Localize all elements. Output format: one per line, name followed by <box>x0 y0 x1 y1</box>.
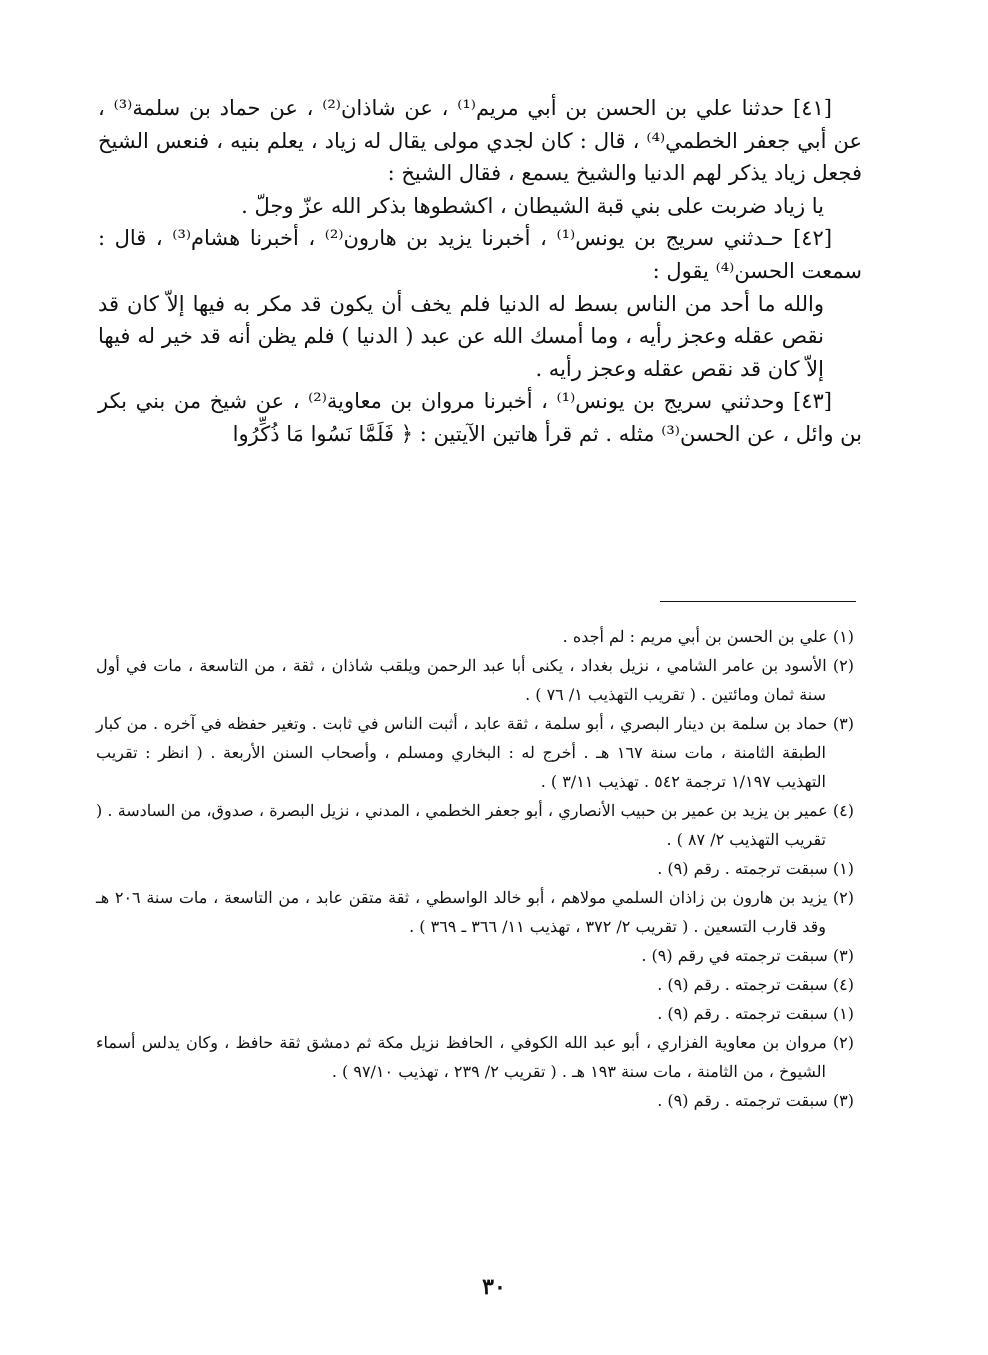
footnote-divider <box>660 601 856 602</box>
footnote: (١) سبقت ترجمته . رقم (٩) . <box>657 1004 854 1023</box>
paragraph-hadith-41: [٤١] حدثنا علي بن الحسن بن أبي مريم⁽¹⁾ ، عن شاذان⁽²⁾ ، عن حماد بن سلمة⁽³⁾ ، عن أبي جعفر الخطمي⁽⁴⁾ ، قال : كان لجدي مولى يقال له زياد ، يعلم بنيه ، فنعس الشيخ فجعل زياد يذكر لهم الدنيا والشيخ يسمع ، فقال الشيخ : <box>98 96 862 186</box>
footnote: (٢) يزيد بن هارون بن زاذان السلمي مولاهم ، أبو خالد الواسطي ، ثقة متقن عابد ، من التاسعة ، مات سنة ٢٠٦ هـ وقد قارب التسعين . ( تقريب ٢/ ٣٧٢ ، تهذيب ١١/ ٣٦٦ ـ ٣٦٩ ) . <box>96 888 854 936</box>
paragraph-quote-42: والله ما أحد من الناس بسط له الدنيا فلم يخف أن يكون قد مكر به فيها إلاّ كان قد نقص عقله وعجز رأيه ، وما أمسك الله عن عبد ( الدنيا ) فلم يظن أنه قد خير له فيها إلاّ كان قد نقص عقله وعجز رأيه . <box>98 291 824 381</box>
main-text <box>98 92 862 451</box>
footnote: (١) علي بن الحسن بن أبي مريم : لم أجده . <box>562 627 854 646</box>
footnote: (٤) سبقت ترجمته . رقم (٩) . <box>657 975 854 994</box>
footnote: (٣) حماد بن سلمة بن دينار البصري ، أبو سلمة ، ثقة عابد ، أثبت الناس في ثابت . وتغير حفظه في آخره . من كبار الطبقة الثامنة ، مات سنة ١٦٧ هـ . أخرج له : البخاري ومسلم ، وأصحاب السنن الأربعة . ( انظر : تقريب التهذيب ١/١٩٧ ترجمة ٥٤٢ . تهذيب ٣/١١ ) . <box>96 714 854 791</box>
footnotes <box>96 622 854 1115</box>
paragraph-hadith-43: [٤٣] وحدثني سريج بن يونس⁽¹⁾ ، أخبرنا مروان بن معاوية⁽²⁾ ، عن شيخ من بني بكر بن وائل ، عن الحسن⁽³⁾ مثله . ثم قرأ هاتين الآيتين : ﴿ فَلَمَّا نَسُوا مَا ذُكِّرُوا <box>98 389 862 446</box>
paragraph-quote-41: يا زياد ضربت على بني قبة الشيطان ، اكشطوها بذكر الله عزّ وجلّ . <box>241 193 824 218</box>
footnote: (٣) سبقت ترجمته . رقم (٩) . <box>657 1091 854 1110</box>
paragraph-hadith-42: [٤٢] حـدثني سريج بن يونس⁽¹⁾ ، أخبرنا يزيد بن هارون⁽²⁾ ، أخبرنا هشام⁽³⁾ ، قال : سمعت الحسن⁽⁴⁾ يقول : <box>98 226 862 283</box>
footnote: (٢) الأسود بن عامر الشامي ، نزيل بغداد ، يكنى أبا عبد الرحمن ويلقب شاذان ، ثقة ، من التاسعة ، مات في أول سنة ثمان ومائتين . ( تقريب التهذيب ١/ ٧٦ ) . <box>96 656 855 704</box>
page-number: ٣٠ <box>482 1274 506 1300</box>
footnote: (٣) سبقت ترجمته في رقم (٩) . <box>641 946 854 965</box>
footnote: (١) سبقت ترجمته . رقم (٩) . <box>657 859 854 878</box>
footnote: (٢) مروان بن معاوية الفزاري ، أبو عبد الله الكوفي ، الحافظ نزيل مكة ثم دمشق ثقة حافظ ، وكان يدلس أسماء الشيوخ ، من الثامنة ، مات سنة ١٩٣ هـ . ( تقريب ٢/ ٢٣٩ ، تهذيب ٩٧/١٠ ) . <box>96 1033 854 1081</box>
footnote: (٤) عمير بن يزيد بن عمير بن حبيب الأنصاري ، أبو جعفر الخطمي ، المدني ، نزيل البصرة ، صدوق، من السادسة . ( تقريب التهذيب ٢/ ٨٧ ) . <box>96 801 854 849</box>
